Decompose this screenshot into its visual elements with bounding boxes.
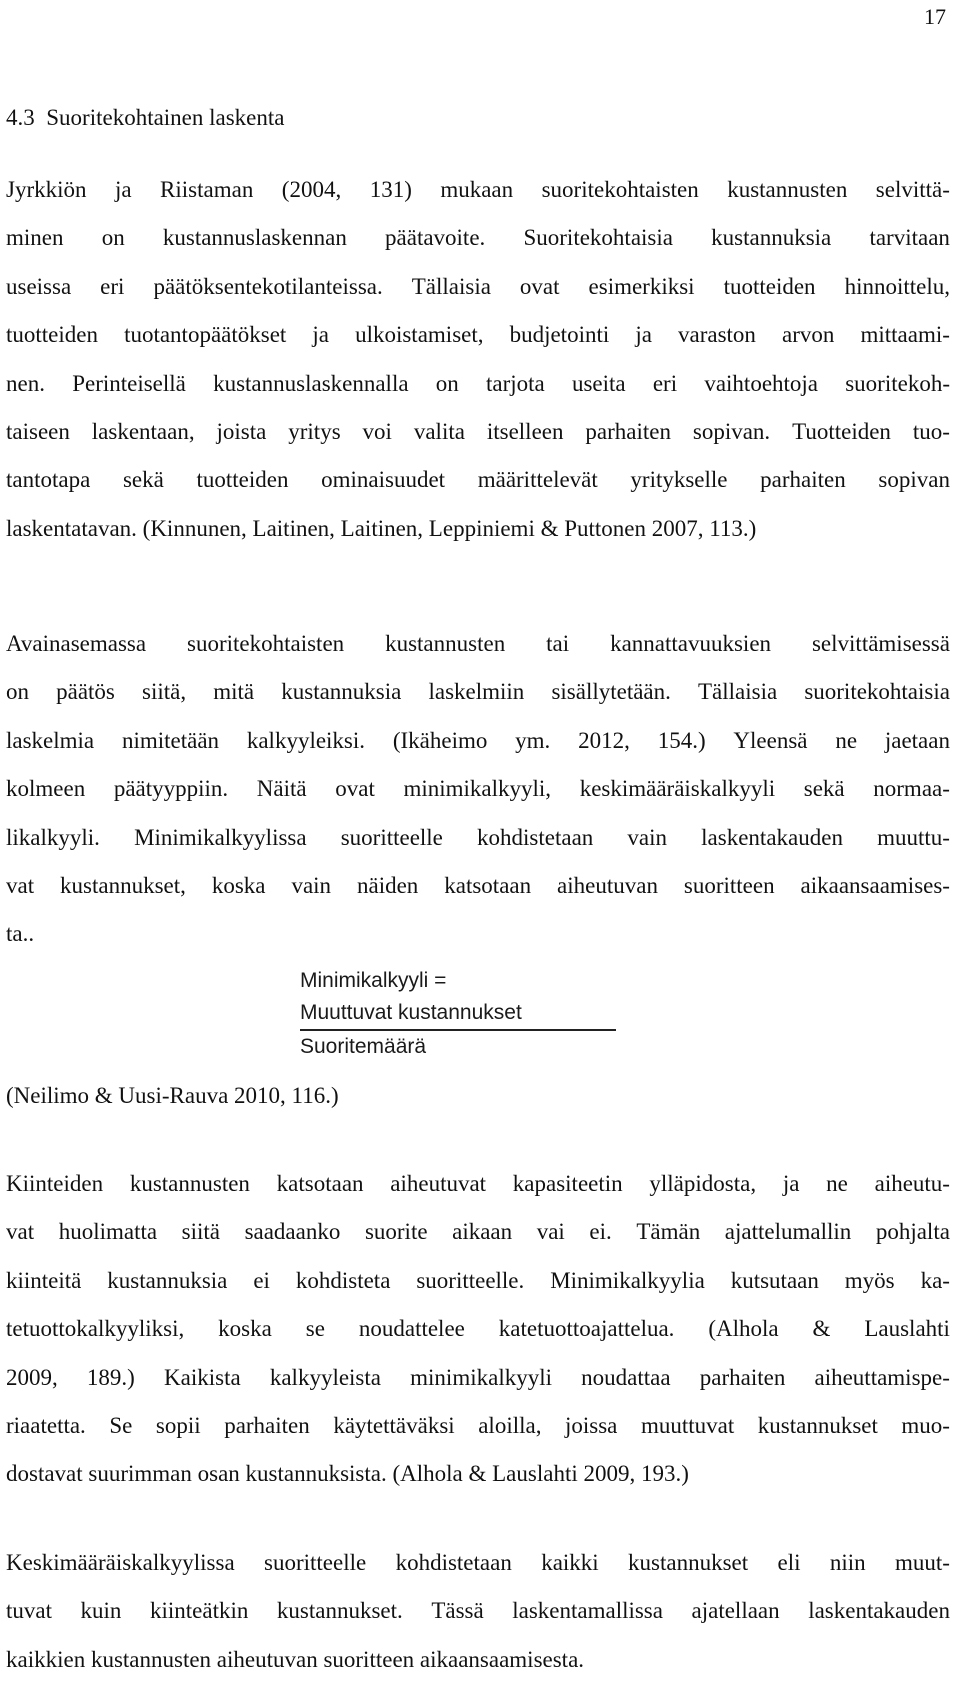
formula-denominator: Suoritemäärä	[300, 1035, 427, 1058]
page-number: 17	[924, 4, 946, 29]
text-line: Kiinteiden kustannusten katsotaan aiheutuvat kapasiteetin ylläpidosta, ja ne aiheutu-	[6, 1171, 950, 1196]
text-line: likalkyyli. Minimikalkyylissa suoritteelle kohdistetaan vain laskentakauden muuttu-	[6, 824, 950, 850]
text-line: kaikkien kustannusten aiheutuvan suoritteen aikaansaamisesta.	[6, 1646, 585, 1672]
text-line: Jyrkkiön ja Riistaman (2004, 131) mukaan suoritekohtaisten kustannusten selvittä-	[6, 177, 950, 202]
text-line: useissa eri päätöksentekotilanteissa. Tällaisia ovat esimerkiksi tuotteiden hinnoittelu,	[6, 273, 950, 299]
text-line: vat kustannukset, koska vain näiden katsotaan aiheutuvan suoritteen aikaansaamises-	[6, 872, 950, 898]
text-line: Avainasemassa suoritekohtaisten kustannusten tai kannattavuuksien selvittämisessä	[6, 631, 950, 656]
text-line: tetuottokalkyyliksi, koska se noudattelee katetuottoajattelua. (Alhola & Lauslahti	[6, 1316, 950, 1342]
formula-label: Minimikalkyyli =	[300, 969, 447, 992]
text-line: nen. Perinteisellä kustannuslaskennalla on tarjota useita eri vaihtoehtoja suoritekoh-	[6, 370, 950, 396]
section-heading: 4.3 Suoritekohtainen laskenta	[6, 105, 285, 130]
text-line: 2009, 189.) Kaikista kalkyyleista minimikalkyyli noudattaa parhaiten aiheuttamispe-	[6, 1364, 950, 1390]
text-line: dostavat suurimman osan kustannuksista. (Alhola & Lauslahti 2009, 193.)	[6, 1461, 689, 1487]
paragraph-average-calculation	[6, 1539, 950, 1684]
formula-numerator: Muuttuvat kustannukset	[300, 1001, 522, 1024]
text-line: taiseen laskentaan, joista yritys voi valita itselleen parhaiten sopivan. Tuotteiden tuo-	[6, 418, 950, 444]
paragraph-intro	[6, 166, 950, 553]
text-line: riaatetta. Se sopii parhaiten käytettäväksi aloilla, joissa muuttuvat kustannukset muo-	[6, 1412, 950, 1438]
text-line: ta..	[6, 921, 35, 947]
text-line: kolmeen päätyyppiin. Näitä ovat minimikalkyyli, keskimääräiskalkyyli sekä normaa-	[6, 776, 950, 802]
formula-citation: (Neilimo & Uusi-Rauva 2010, 116.)	[6, 1083, 339, 1108]
text-line: on päätös siitä, mitä kustannuksia laskelmiin sisällytetään. Tällaisia suoritekohtaisia	[6, 679, 950, 705]
text-line: tuvat kuin kiinteätkin kustannukset. Tässä laskentamallissa ajatellaan laskentakauden	[6, 1598, 950, 1624]
paragraph-fixed-costs	[6, 1160, 950, 1499]
text-line: vat huolimatta siitä saadaanko suorite aikaan vai ei. Tämän ajattelumallin pohjalta	[6, 1219, 950, 1245]
text-line: minen on kustannuslaskennan päätavoite. Suoritekohtaisia kustannuksia tarvitaan	[6, 225, 950, 251]
paragraph-calculations	[6, 620, 950, 959]
text-line: tantotapa sekä tuotteiden ominaisuudet määrittelevät yritykselle parhaiten sopivan	[6, 467, 950, 493]
text-line: Keskimääräiskalkyylissa suoritteelle kohdistetaan kaikki kustannukset eli niin muut-	[6, 1550, 950, 1575]
text-line: laskelmia nimitetään kalkyyleiksi. (Ikäheimo ym. 2012, 154.) Yleensä ne jaetaan	[6, 727, 950, 753]
formula-minimikalkyyli	[300, 965, 616, 1063]
text-line: kiinteitä kustannuksia ei kohdisteta suoritteelle. Minimikalkyylia kutsutaan myös ka-	[6, 1267, 950, 1293]
text-line: laskentatavan. (Kinnunen, Laitinen, Laitinen, Leppiniemi & Puttonen 2007, 113.)	[6, 515, 757, 541]
text-line: tuotteiden tuotantopäätökset ja ulkoistamiset, budjetointi ja varaston arvon mittaami-	[6, 322, 950, 348]
